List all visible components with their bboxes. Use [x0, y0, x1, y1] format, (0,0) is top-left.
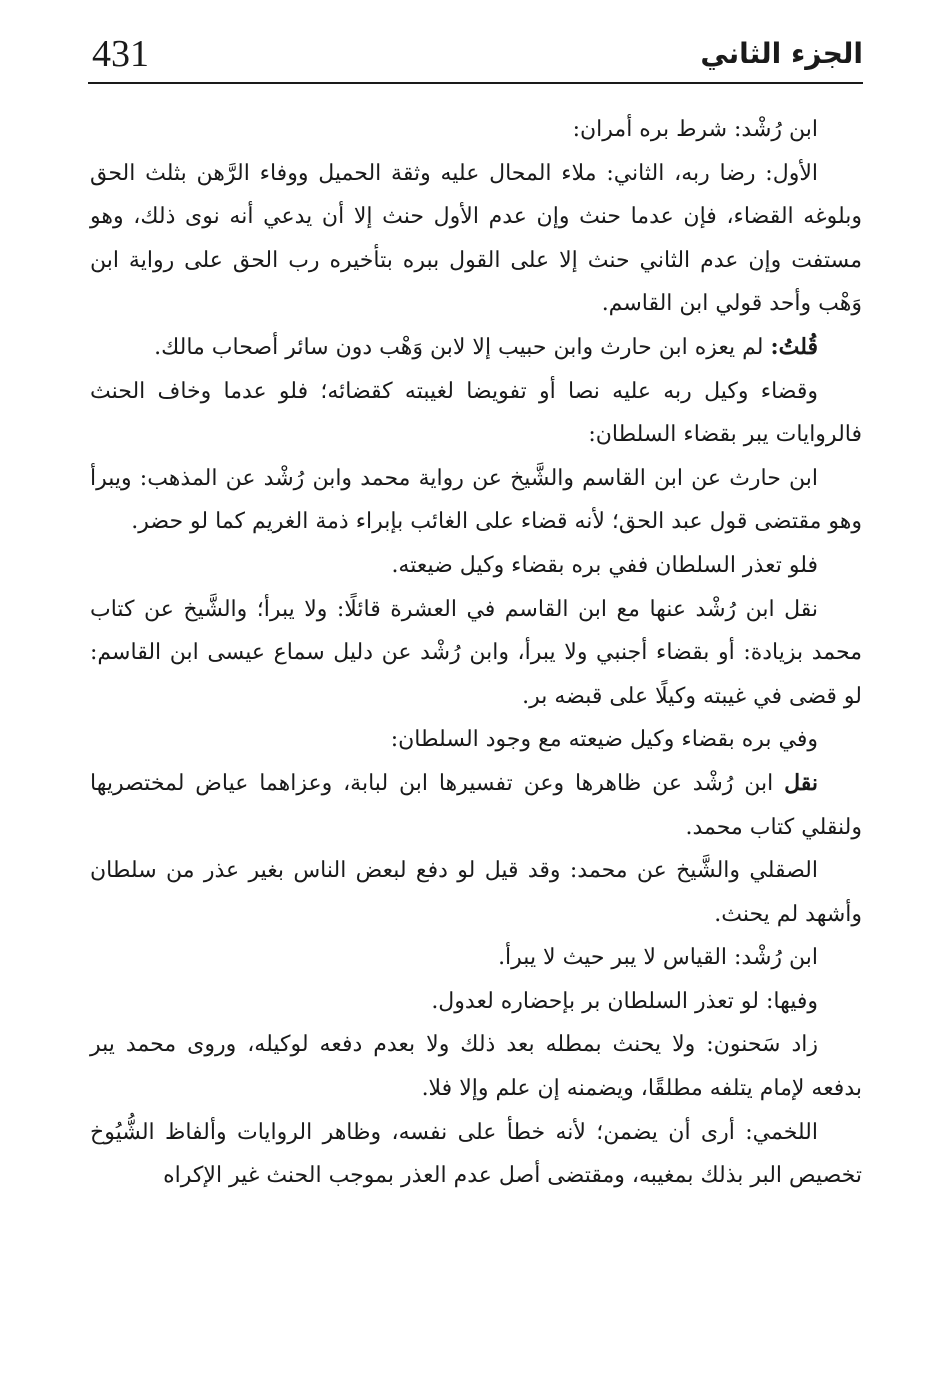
page-number: 431	[92, 33, 149, 75]
paragraph: نقل ابن رُشْد عنها مع ابن القاسم في العشرة قائلًا: ولا يبرأ؛ والشَّيخ عن كتاب محمد بزيادة: أو بقضاء أجنبي ولا يبرأ، وابن رُشْد عن دليل سماع عيسى ابن القاسم: لو قضى في غيبته وكيلًا على قبضه بر.	[90, 596, 862, 709]
paragraph: ابن رُشْد: شرط بره أمران:	[572, 117, 818, 142]
paragraph: نقل ابن رُشْد عن ظاهرها وعن تفسيرها ابن لبابة، وعزاهما عياض لمختصريها ولنقلي كتاب محمد.	[90, 769, 862, 840]
running-title: الجزء الثاني	[700, 37, 863, 70]
paragraph: الصقلي والشَّيخ عن محمد: وقد قيل لو دفع لبعض الناس بغير عذر من سلطان وأشهد لم يحنث.	[90, 858, 862, 927]
paragraph: اللخمي: أرى أن يضمن؛ لأنه خطأ على نفسه، وظاهر الروايات وألفاظ الشُّيُوخ تخصيص البر بذلك بمغيبه، ومقتضى أصل عدم العذر بموجب الحنث غير الإكراه	[90, 1119, 862, 1189]
paragraph: وفيها: لو تعذر السلطان بر بإحضاره لعدول.	[431, 988, 818, 1014]
paragraph: وفي بره بقضاء وكيل ضيعته مع وجود السلطان:	[390, 727, 818, 753]
page-header	[88, 30, 863, 84]
paragraph: فلو تعذر السلطان ففي بره بقضاء وكيل ضيعته.	[391, 552, 818, 578]
paragraph: وقضاء وكيل ربه عليه نصا أو تفويضا لغيبته كقضائه؛ فلو عدما وخاف الحنث فالروايات يبر بقضاء السلطان:	[90, 378, 862, 448]
paragraph: زاد سَحنون: ولا يحنث بمطله بعد ذلك ولا بعدم دفعه لوكيله، وروى محمد يبر بدفعه لإمام يتلفه مطلقًا، ويضمنه إن علم وإلا فلا.	[90, 1032, 862, 1102]
paragraph: قُلتُ: لم يعزه ابن حارث وابن حبيب إلا لابن وَهْب دون سائر أصحاب مالك.	[154, 333, 818, 360]
body-text	[90, 108, 862, 1198]
paragraph: الأول: رضا ربه، الثاني: ملاء المحال عليه وثقة الحميل ووفاء الرَّهن بثلث الحق وبلوغه القضاء، فإن عدما حنث وإن عدم الأول حنث إلا أن يدعي أنه نوى ذلك، وهو مستفت وإن عدم الثاني حنث إلا على القول ببره بتأخيره رب الحق على رواية ابن وَهْب وأحد قولي ابن القاسم.	[90, 160, 862, 317]
paragraph: ابن حارث عن ابن القاسم والشَّيخ عن رواية محمد وابن رُشْد عن المذهب: ويبرأ وهو مقتضى قول عبد الحق؛ لأنه قضاء على الغائب بإبراء ذمة الغريم كما لو حضر.	[90, 465, 862, 535]
paragraph: ابن رُشْد: القياس لا يبر حيث لا يبرأ.	[498, 945, 818, 971]
